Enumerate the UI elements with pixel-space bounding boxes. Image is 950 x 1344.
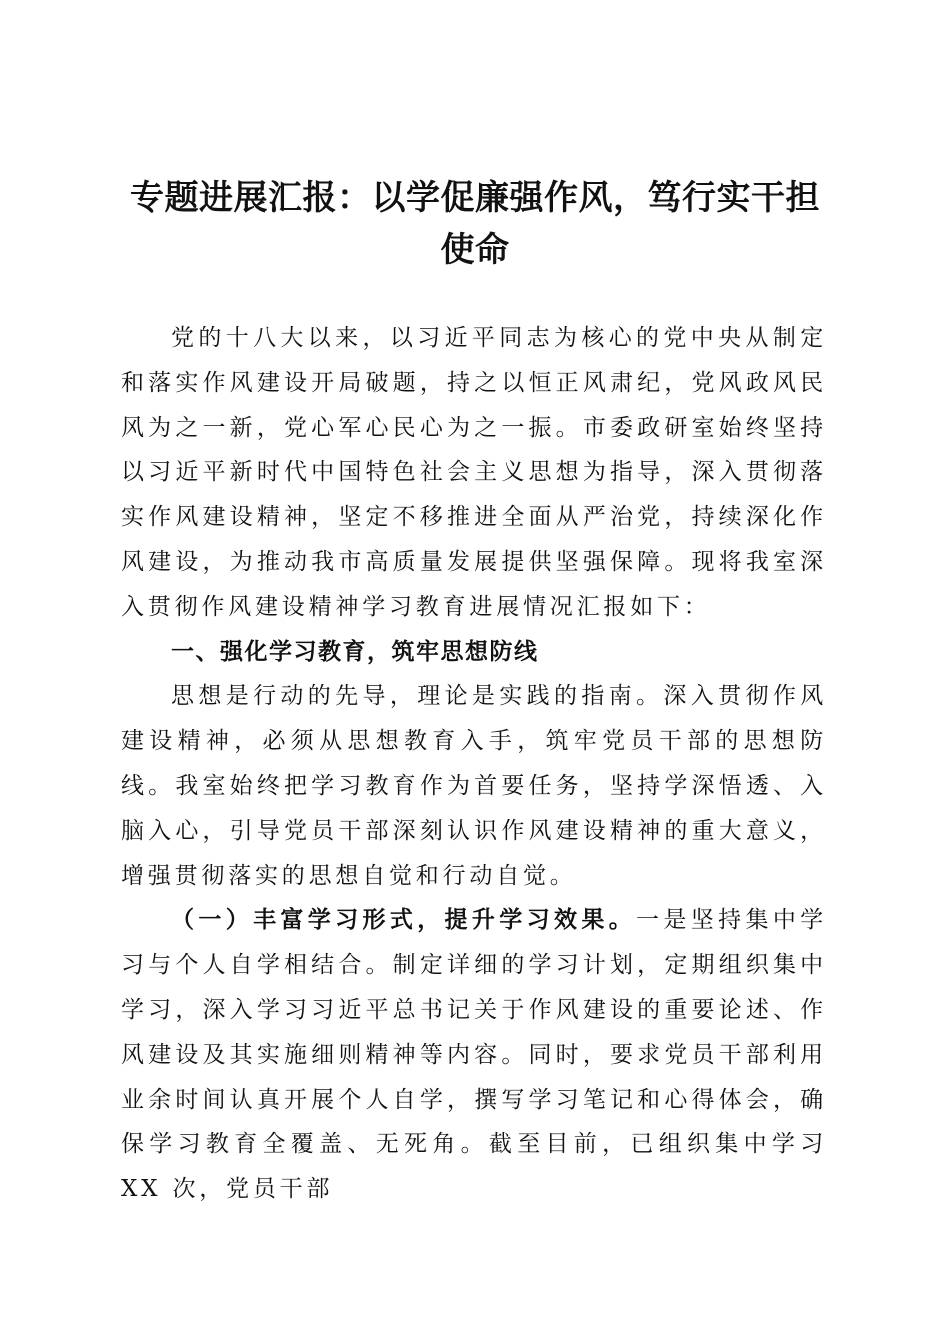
document-body — [121, 316, 827, 1212]
section-1-paragraph: 思想是行动的先导，理论是实践的指南。深入贯彻作风建设精神，必须从思想教育入手，筑牢党员干部的思想防线。我室始终把学习教育作为首要任务，坚持学深悟透、入脑入心，引导党员干部深刻认识作风建设精神的重大意义，增强贯彻落实的思想自觉和行动自觉。 — [121, 683, 827, 889]
subsection-paragraph — [121, 898, 827, 1212]
subsection-heading-1: （一）丰富学习形式，提升学习效果。 — [171, 906, 637, 934]
title-line-1: 专题进展汇报：以学促廉强作风，笃行实干担 — [130, 178, 820, 218]
section-heading-1: 一、强化学习教育，筑牢思想防线 — [171, 638, 539, 665]
title-line-2: 使命 — [440, 230, 510, 270]
document-title — [110, 172, 840, 276]
subsection-1-text: 一是坚持集中学习与个人自学相结合。制定详细的学习计划，定期组织集中学习，深入学习习近平总书记关于作风建设的重要论述、作风建设及其实施细则精神等内容。同时，要求党员干部利用业余时间认真开展个人自学，撰写学习笔记和心得体会，确保学习教育全覆盖、无死角。截至目前，已组织集中学习 XX 次，党员干部 — [121, 907, 827, 1203]
intro-paragraph: 党的十八大以来，以习近平同志为核心的党中央从制定和落实作风建设开局破题，持之以恒正风肃纪，党风政风民风为之一新，党心军心民心为之一振。市委政研室始终坚持以习近平新时代中国特色社会主义思想为指导，深入贯彻落实作风建设精神，坚定不移推进全面从严治党，持续深化作风建设，为推动我市高质量发展提供坚强保障。现将我室深入贯彻作风建设精神学习教育进展情况汇报如下： — [121, 325, 827, 620]
